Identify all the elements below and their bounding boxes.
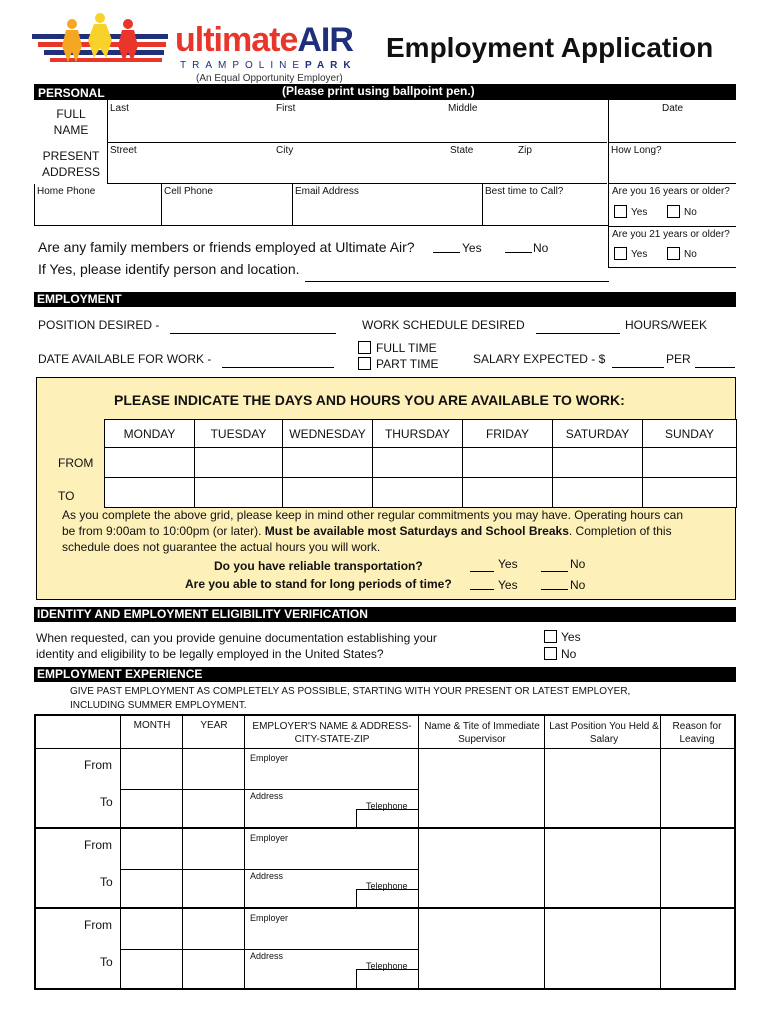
family-yes-label: Yes [462,241,482,255]
identity-header: IDENTITY AND EMPLOYMENT ELIGIBILITY VERIFICATION [34,607,736,622]
family-no-label: No [533,241,549,255]
col-supervisor-header [420,720,544,746]
full-name-label [36,106,106,138]
experience-to-label: To [100,795,113,809]
full-time-label: FULL TIME [376,341,437,355]
col-employer-header-1: EMPLOYER'S NAME & ADDRESS- [252,721,412,732]
address-field[interactable] [107,143,607,184]
col-position-header-2: Salary [589,734,619,745]
age21-no-checkbox[interactable] [667,247,680,260]
experience-row-line [120,789,418,790]
experience-block-divider [36,827,734,829]
col-supervisor-header-2: Supervisor [458,734,506,745]
work-schedule-input[interactable] [536,322,620,334]
experience-from-label: From [84,838,112,852]
to-time-cell[interactable] [372,477,463,508]
experience-to-label: To [100,955,113,969]
stand-no-label: No [570,578,586,592]
to-time-cell[interactable] [104,477,195,508]
day-header-thursday: THURSDAY [372,419,463,448]
experience-telephone-label: Telephone [366,881,408,891]
day-header-saturday: SATURDAY [552,419,643,448]
col-supervisor-header-1: Name & Tite of Immediate [424,721,540,732]
experience-column-line [120,716,121,988]
experience-column-line [244,716,245,988]
col-reason-header [660,720,734,746]
brand-name-part1: ultimate [175,21,298,59]
city-label: City [276,145,294,156]
identity-yes-checkbox[interactable] [544,630,557,643]
hours-week-label: HOURS/WEEK [625,318,708,332]
age16-yes-label: Yes [631,207,648,218]
family-identify-text: If Yes, please identify person and location. [38,261,300,277]
identity-no-label: No [561,647,577,661]
stand-no-blank[interactable] [541,579,568,590]
zip-label: Zip [518,145,532,156]
experience-instructions-2: INCLUDING SUMMER EMPLOYMENT. [70,700,247,711]
position-desired-input[interactable] [170,322,336,334]
experience-column-line [660,716,661,988]
middle-name-label: Middle [448,103,478,114]
transport-no-blank[interactable] [541,561,568,572]
experience-instructions [70,685,630,713]
street-label: Street [110,145,137,156]
identity-no-checkbox[interactable] [544,647,557,660]
col-position-header [546,720,662,746]
experience-row-line [120,869,418,870]
position-desired-label: POSITION DESIRED - [38,318,160,332]
age16-no-label: No [684,207,697,218]
email-label: Email Address [295,186,359,197]
col-employer-header-2: CITY-STATE-ZIP [294,734,370,745]
brand-subtitle-left: TRAMPOLINE [180,60,306,71]
experience-header: EMPLOYMENT EXPERIENCE [34,667,736,682]
age21-no-label: No [684,249,697,260]
transport-yes-label: Yes [498,557,518,571]
day-header-tuesday: TUESDAY [194,419,283,448]
identity-question [36,630,437,662]
logo [30,12,370,76]
availability-note-2b: Must be available most Saturdays and School Breaks [264,524,569,538]
availability-note-2c: . Completion of this [568,524,672,538]
from-time-cell[interactable] [104,447,195,478]
date-available-input[interactable] [222,356,334,368]
stand-yes-label: Yes [498,578,518,592]
stand-question: Are you able to stand for long periods of time? [185,577,452,591]
print-note: (Please print using ballpoint pen.) [282,84,475,98]
last-name-label: Last [110,103,129,114]
availability-note-3: schedule does not guarantee the actual hours you will work. [62,540,381,554]
experience-telephone-label: Telephone [366,801,408,811]
from-time-cell[interactable] [194,447,283,478]
identity-question-2: identity and eligibility to be legally employed in the United States? [36,647,384,661]
brand-name-part2: AIR [297,21,353,59]
date-label: Date [662,103,684,114]
work-schedule-label: WORK SCHEDULE DESIRED [362,318,525,332]
present-address-label-2: ADDRESS [41,165,100,179]
family-identify-line[interactable] [305,270,609,282]
full-name-label-1: FULL [56,107,86,121]
per-input[interactable] [695,356,735,368]
col-month-header: MONTH [133,720,171,731]
experience-row-line [120,949,418,950]
col-reason-header-2: Leaving [679,734,715,745]
full-name-field[interactable] [107,100,607,143]
age16-no-checkbox[interactable] [667,205,680,218]
full-time-checkbox[interactable] [358,341,371,354]
telephone-field[interactable] [356,969,418,989]
to-time-cell[interactable] [552,477,643,508]
availability-note-1: As you complete the above grid, please keep in mind other regular commitments you may have. Operating hours can [62,508,683,522]
transport-question: Do you have reliable transportation? [214,559,423,573]
availability-to-label: TO [58,489,75,503]
employment-header: EMPLOYMENT [34,292,736,307]
present-address-label [36,148,106,180]
date-available-label: DATE AVAILABLE FOR WORK - [38,352,212,366]
telephone-field[interactable] [356,809,418,829]
experience-block-divider [36,907,734,909]
personal-header: PERSONAL [38,86,105,100]
per-label: PER [666,352,691,366]
to-time-cell[interactable] [194,477,283,508]
experience-column-line [182,716,183,988]
transport-no-label: No [570,557,586,571]
full-name-label-2: NAME [53,123,89,137]
family-yes-blank[interactable] [433,241,460,253]
day-header-sunday: SUNDAY [642,419,737,448]
to-time-cell[interactable] [282,477,373,508]
stand-yes-blank[interactable] [470,579,494,590]
from-time-cell[interactable] [372,447,463,478]
brand-subtitle-right: PARK [305,60,357,71]
col-year-header: YEAR [200,720,228,731]
experience-column-line [418,716,419,988]
how-long-label: How Long? [611,145,662,156]
page-title: Employment Application [386,32,714,63]
age-divider [608,226,736,227]
age16-question: Are you 16 years or older? [612,186,730,197]
first-name-label: First [276,103,296,114]
experience-column-line [544,716,545,988]
experience-to-label: To [100,875,113,889]
from-time-cell[interactable] [282,447,373,478]
experience-header-divider [36,748,734,749]
state-label: State [450,145,474,156]
equal-opportunity-text: (An Equal Opportunity Employer) [196,73,343,84]
salary-expected-label: SALARY EXPECTED - $ [473,352,606,366]
to-time-cell[interactable] [642,477,737,508]
availability-from-label: FROM [58,456,94,470]
age21-question: Are you 21 years or older? [612,229,730,240]
present-address-label-1: PRESENT [42,149,100,163]
transport-yes-blank[interactable] [470,561,494,572]
availability-note [62,507,683,555]
day-header-friday: FRIDAY [462,419,553,448]
identity-question-1: When requested, can you provide genuine documentation establishing your [36,631,437,645]
cell-phone-label: Cell Phone [164,186,213,197]
salary-expected-input[interactable] [612,356,664,368]
col-position-header-1: Last Position You Held & [549,721,659,732]
best-time-label: Best time to Call? [485,186,564,197]
experience-address-label: Address [250,871,284,881]
availability-note-2a: be from 9:00am to 10:00pm (or later). [62,524,265,538]
experience-employer-label: Employer [250,913,289,923]
experience-address-label: Address [250,791,284,801]
family-question: Are any family members or friends employed at Ultimate Air? [38,239,415,255]
experience-telephone-label: Telephone [366,961,408,971]
availability-note-2 [62,523,683,539]
experience-instructions-1: GIVE PAST EMPLOYMENT AS COMPLETELY AS POSSIBLE, STARTING WITH YOUR PRESENT OR LATEST EMPLOYER, [70,686,631,697]
identity-yes-label: Yes [561,630,581,644]
availability-heading: PLEASE INDICATE THE DAYS AND HOURS YOU ARE AVAILABLE TO WORK: [114,392,625,408]
logo-jumpers-icon [30,12,170,72]
day-header-monday: MONDAY [104,419,195,448]
from-time-cell[interactable] [552,447,643,478]
family-no-blank[interactable] [505,241,532,253]
col-employer-header [246,720,418,746]
experience-employer-label: Employer [250,753,289,763]
age21-yes-checkbox[interactable] [614,247,627,260]
part-time-checkbox[interactable] [358,357,371,370]
experience-address-label: Address [250,951,284,961]
day-header-wednesday: WEDNESDAY [282,419,373,448]
from-time-cell[interactable] [462,447,553,478]
from-time-cell[interactable] [642,447,737,478]
experience-employer-label: Employer [250,833,289,843]
experience-from-label: From [84,918,112,932]
part-time-label: PART TIME [376,357,439,371]
col-reason-header-1: Reason for [672,721,722,732]
telephone-field[interactable] [356,889,418,909]
age16-yes-checkbox[interactable] [614,205,627,218]
home-phone-label: Home Phone [37,186,96,197]
experience-from-label: From [84,758,112,772]
age21-yes-label: Yes [631,249,648,260]
to-time-cell[interactable] [462,477,553,508]
